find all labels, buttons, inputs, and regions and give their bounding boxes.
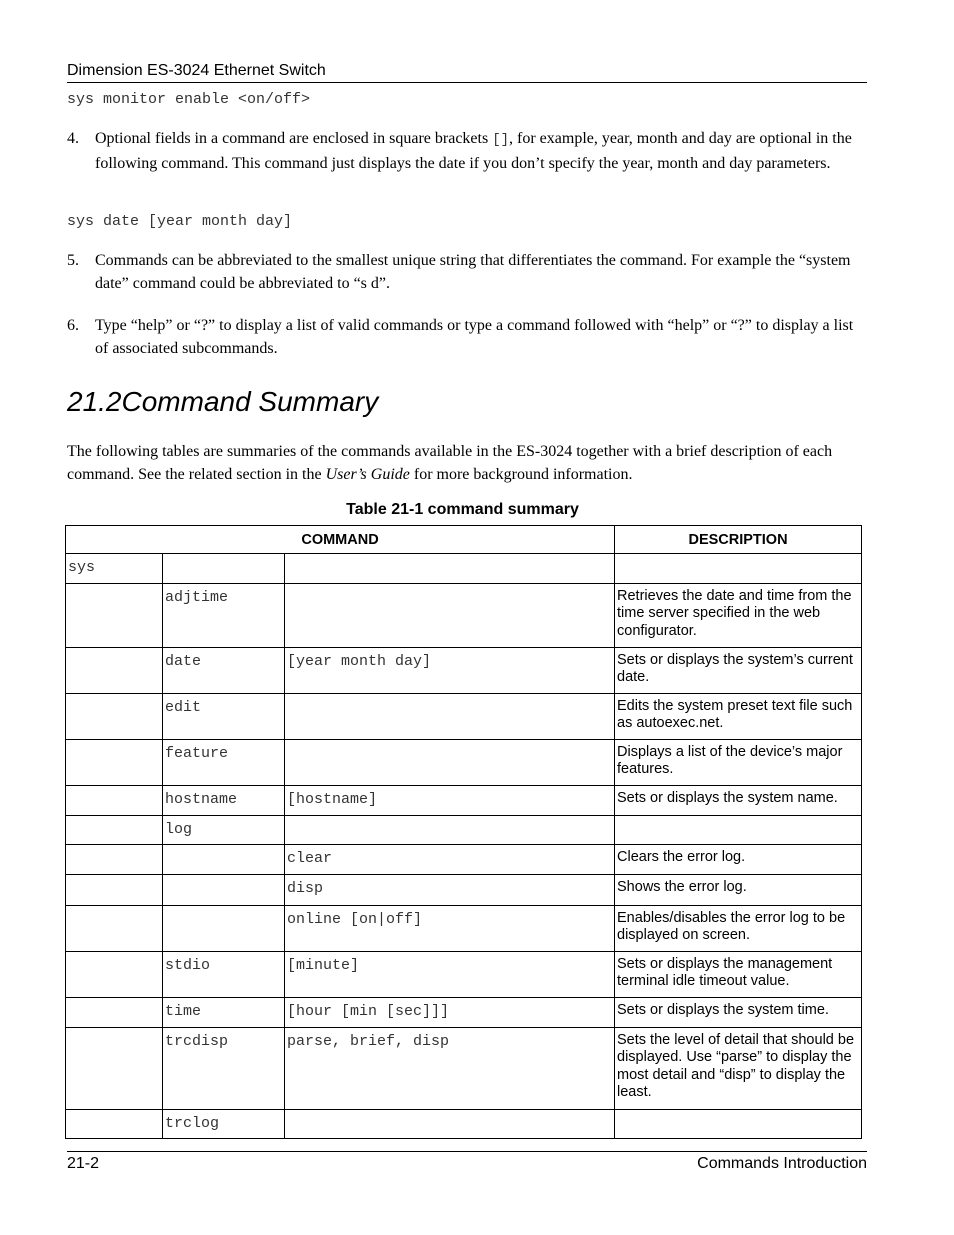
command-level1: [66, 998, 163, 1028]
command-description: [615, 554, 862, 584]
command-description: Sets or displays the system time.: [615, 998, 862, 1028]
page-header: [67, 61, 867, 83]
command-level1: [66, 1028, 163, 1110]
command-level1: [66, 1110, 163, 1139]
command-level2: stdio: [163, 952, 285, 998]
page-number: 21-2: [67, 1155, 100, 1172]
table-caption: Table 21-1 command summary: [346, 501, 579, 518]
table-row: [66, 845, 862, 875]
command-level2: [163, 906, 285, 952]
command-level1: [66, 740, 163, 786]
command-args: [285, 554, 615, 584]
command-level1: [66, 584, 163, 648]
command-level1: [66, 648, 163, 694]
list-item-5: [67, 249, 857, 296]
table-row: [66, 998, 862, 1028]
command-level2: log: [163, 816, 285, 845]
list-item-6: [67, 314, 857, 361]
command-description: Edits the system preset text file such as autoexec.net.: [615, 694, 862, 740]
command-description: Clears the error log.: [615, 845, 862, 875]
list-item-text: Type “help” or “?” to display a list of valid commands or type a command followed with “help” or “?” to display a list of associated subcommands.: [95, 317, 854, 358]
command-level2: time: [163, 998, 285, 1028]
section-title: 21.2Command Summary: [67, 386, 379, 417]
command-level2: [163, 554, 285, 584]
code-sys-monitor: sys monitor enable <on/off>: [67, 91, 311, 108]
table-row: [66, 554, 862, 584]
table-row: [66, 906, 862, 952]
command-args: [hostname]: [285, 786, 615, 816]
header-command: COMMAND: [66, 526, 615, 554]
command-args: [hour [min [sec]]]: [285, 998, 615, 1028]
table-header-row: [66, 526, 862, 554]
list-item-text: Commands can be abbreviated to the smallest unique string that differentiates the command. For example the “system date” command could be abbreviated to “s d”.: [95, 252, 851, 293]
command-level1: [66, 845, 163, 875]
command-args: [minute]: [285, 952, 615, 998]
table-row: [66, 952, 862, 998]
list-item-number: 4.: [67, 130, 79, 147]
command-args: [year month day]: [285, 648, 615, 694]
command-description: Sets the level of detail that should be displayed. Use “parse” to display the most detail and “disp” to display the least.: [615, 1028, 862, 1110]
command-level1: [66, 906, 163, 952]
command-description: Sets or displays the system name.: [615, 786, 862, 816]
command-args: parse, brief, disp: [285, 1028, 615, 1110]
command-args: clear: [285, 845, 615, 875]
command-description: Sets or displays the management terminal idle timeout value.: [615, 952, 862, 998]
inline-code-brackets: []: [492, 132, 510, 148]
command-args: [285, 694, 615, 740]
command-level2: adjtime: [163, 584, 285, 648]
command-description: Shows the error log.: [615, 875, 862, 906]
header-title: Dimension ES-3024 Ethernet Switch: [67, 62, 326, 79]
list-item-number: 6.: [67, 317, 79, 334]
command-level2: edit: [163, 694, 285, 740]
table-row: [66, 740, 862, 786]
command-description: Enables/disables the error log to be displayed on screen.: [615, 906, 862, 952]
command-level2: [163, 845, 285, 875]
command-args: [285, 1110, 615, 1139]
code-sys-date: sys date [year month day]: [67, 213, 293, 230]
chapter-name: Commands Introduction: [697, 1155, 867, 1172]
command-level2: trclog: [163, 1110, 285, 1139]
table-row: [66, 786, 862, 816]
intro-italic: User’s Guide: [325, 466, 410, 484]
table-row: [66, 816, 862, 845]
command-level2: trcdisp: [163, 1028, 285, 1110]
header-description: DESCRIPTION: [615, 526, 862, 554]
command-description: Sets or displays the system’s current date.: [615, 648, 862, 694]
list-item-text: [95, 127, 857, 176]
command-args: disp: [285, 875, 615, 906]
table-row: [66, 1110, 862, 1139]
command-args: online [on|off]: [285, 906, 615, 952]
command-description: [615, 1110, 862, 1139]
command-args: [285, 740, 615, 786]
command-args: [285, 816, 615, 845]
intro-text-pre: The following tables are summaries of the commands available in the ES-3024 together with a brief description of each command. See the related section in the: [67, 443, 833, 484]
list-item-text-post: , for example, year, month and day are optional in the following command. This command just displays the date if you don’t specify the year, month and day parameters.: [95, 130, 852, 173]
table-row: [66, 584, 862, 648]
command-level1: [66, 816, 163, 845]
list-item-number: 5.: [67, 252, 79, 269]
list-item-4: [67, 127, 857, 176]
command-level1: [66, 875, 163, 906]
command-level2: date: [163, 648, 285, 694]
command-args: [285, 584, 615, 648]
table-row: [66, 1028, 862, 1110]
page-footer: [67, 1151, 867, 1176]
intro-text-post: for more background information.: [409, 466, 633, 484]
command-description: Displays a list of the device’s major features.: [615, 740, 862, 786]
intro-paragraph: [67, 440, 862, 487]
command-summary-table: [65, 525, 862, 1139]
table-row: [66, 875, 862, 906]
command-level1: sys: [66, 554, 163, 584]
command-level2: feature: [163, 740, 285, 786]
command-level1: [66, 786, 163, 816]
command-level1: [66, 694, 163, 740]
command-level2: hostname: [163, 786, 285, 816]
list-item-text-pre: Optional fields in a command are enclosed in square brackets: [95, 130, 493, 147]
table-row: [66, 694, 862, 740]
command-level1: [66, 952, 163, 998]
command-description: [615, 816, 862, 845]
table-row: [66, 648, 862, 694]
command-description: Retrieves the date and time from the time server specified in the web configurator.: [615, 584, 862, 648]
command-level2: [163, 875, 285, 906]
